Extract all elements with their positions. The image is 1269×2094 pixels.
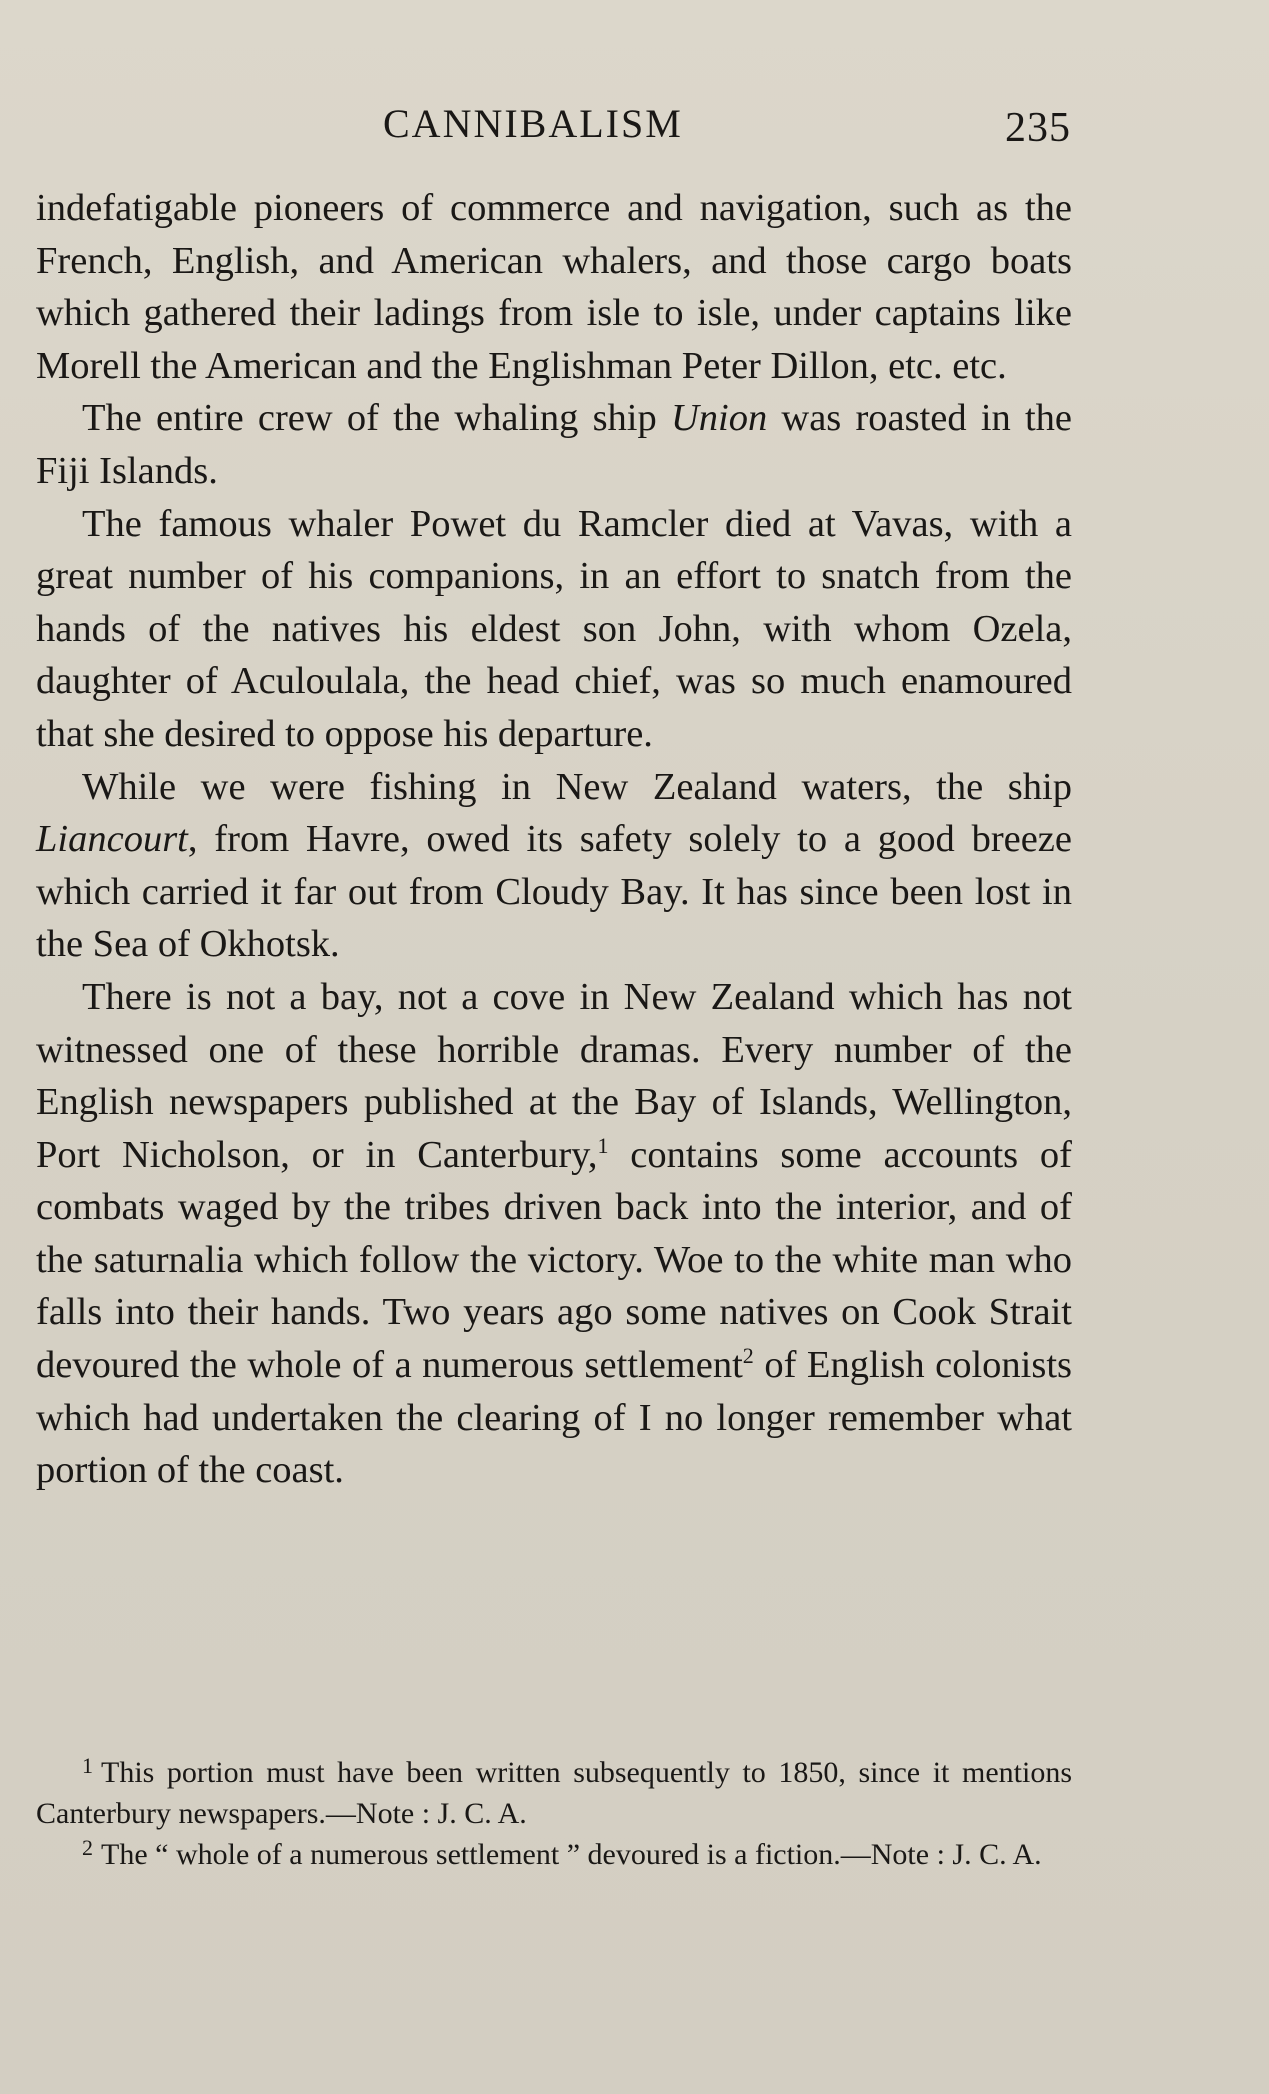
footnote-ref-2[interactable]: 2 [742,1343,754,1369]
paragraph-liancourt: While we were fishing in New Zealand waters, the ship Liancourt, from Havre, owed its safety solely to a good breeze which carried it far out from Cloudy Bay. It has since been lost in the Sea of Okhotsk. [36,765,1072,966]
paragraph-powet: The famous whaler Powet du Ramcler died at Vavas, with a great number of his companions, in an effort to snatch from the hands of the natives his eldest son John, with whom Ozela, daughter of Aculoulala, the head chief, was so much enamoured that she desired to oppose his departure. [36,502,1072,755]
main-text [36,182,1072,1497]
page-header [0,96,1269,156]
footnote-2 [36,1834,1072,1875]
footnotes [36,1752,1072,1875]
ship-name-liancourt: Liancourt [36,818,188,861]
footnote-text-2: The “ whole of a numerous settlement ” devoured is a fiction.—Note : J. C. A. [101,1838,1042,1871]
footnote-ref-1[interactable]: 1 [597,1132,609,1158]
ship-name-union: Union [670,397,768,440]
page-number: 235 [1005,105,1071,151]
footnote-mark-1: 1 [82,1753,93,1778]
footnote-mark-2: 2 [82,1835,93,1860]
footnote-text-1: This portion must have been written subsequently to 1850, since it mentions Canterbury newspapers.—Note : J. C. A. [36,1756,1072,1830]
paragraph-continued: indefatigable pioneers of commerce and navigation, such as the French, English, and American whalers, and those cargo boats which gathered their ladings from isle to isle, under captains like Morell the American and the Englishman Peter Dillon, etc. etc. [36,187,1072,387]
paragraph-new-zealand: There is not a bay, not a cove in New Zealand which has not witnessed one of these horrible dramas. Every number of the English newspapers published at the Bay of Islands, Wellington, Port Nicholson, or in Canterbury,$^1$ contains some accounts of combats waged by the tribes driven back into the interior, and of the saturnalia which follow the victory. Woe to the white man who falls into their hands. Two years ago some natives on Cook Strait devoured the whole of a numerous settlement$^2$ of English colonists which had undertaken the clearing of I no longer remember what portion of the coast. [36,975,1072,1492]
paragraph-union: The entire crew of the whaling ship Union was roasted in the Fiji Islands. [36,397,1072,492]
running-head: CANNIBALISM [383,101,683,146]
footnote-1 [36,1752,1072,1834]
